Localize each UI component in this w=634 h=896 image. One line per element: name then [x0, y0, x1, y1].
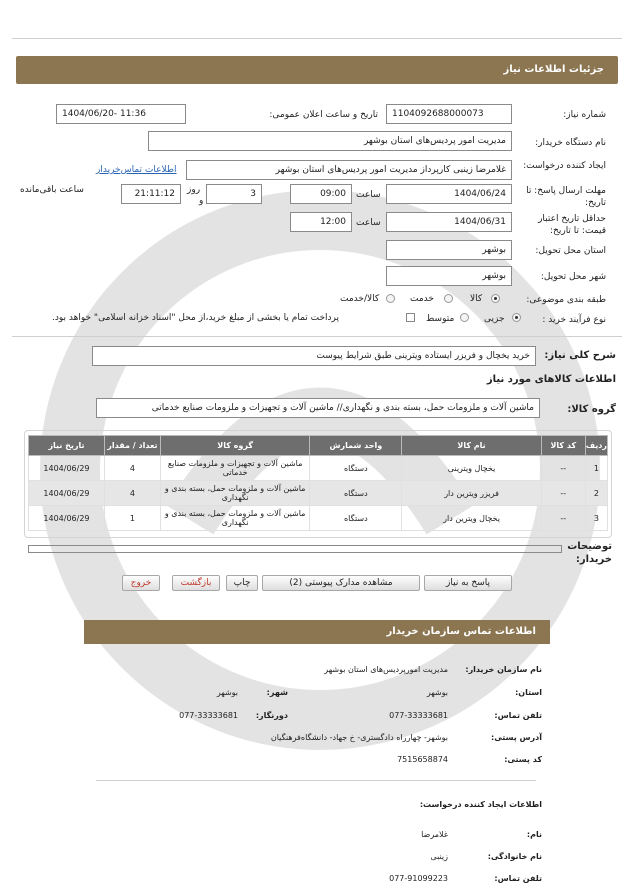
- treasury-checkbox[interactable]: [406, 313, 415, 322]
- process-option-medium: متوسط: [426, 314, 455, 324]
- cell-group: ماشین آلات و تجهیزات و ملزومات صنایع خدماتی: [160, 456, 310, 481]
- col-header-quantity: تعداد / مقدار: [104, 436, 160, 456]
- cell-name: فریزر ویترین دار: [402, 481, 542, 506]
- validity-label: حداقل تاریخ اعتبار قیمت: تا تاریخ:: [538, 214, 606, 236]
- col-header-name: نام کالا: [402, 436, 542, 456]
- process-option-minor: جزیی: [484, 314, 505, 324]
- remaining-label: ساعت باقی‌مانده: [20, 185, 84, 195]
- and-label: و: [199, 196, 204, 206]
- cell-row-number: 1: [585, 456, 607, 481]
- contact-postal-value: 7515658874: [397, 755, 448, 764]
- contact-fax-value: 077-33333681: [179, 711, 238, 720]
- table-row[interactable]: [29, 456, 608, 481]
- details-title: جزئیات اطلاعات نیاز: [503, 64, 604, 75]
- category-radio-goods[interactable]: [491, 294, 500, 303]
- table-header-row: [29, 436, 608, 456]
- buyer-notes-label: توضیحات خریدار:: [567, 541, 612, 565]
- col-header-date: تاریخ نیاز: [29, 436, 105, 456]
- category-option-goods: کالا: [470, 294, 483, 304]
- validity-time-field: 12:00: [290, 212, 352, 232]
- cell-quantity: 4: [104, 456, 160, 481]
- top-divider: [12, 38, 622, 39]
- buyer-contact-link[interactable]: اطلاعات تماس‌خریدار: [96, 165, 177, 175]
- table-row[interactable]: [29, 481, 608, 506]
- contact-phone-label: تلفن تماس:: [494, 711, 542, 720]
- creator-family-label: نام خانوادگی:: [487, 852, 542, 861]
- reply-button[interactable]: پاسخ به نیاز: [424, 575, 512, 591]
- cell-row-number: 3: [585, 506, 607, 531]
- cell-date: 1404/06/29: [29, 506, 105, 531]
- cell-unit: دستگاه: [310, 456, 402, 481]
- details-header: [16, 56, 618, 84]
- category-option-service: خدمت: [410, 294, 434, 304]
- exit-button[interactable]: خروج: [122, 575, 160, 591]
- cell-code: --: [541, 456, 585, 481]
- category-option-both: کالا/خدمت: [340, 294, 380, 304]
- announce-label: تاریخ و ساعت اعلان عمومی:: [269, 110, 378, 120]
- contact-header: [84, 620, 550, 644]
- cell-name: یخچال ویترین دار: [402, 506, 542, 531]
- contact-divider: [96, 780, 536, 781]
- cell-date: 1404/06/29: [29, 456, 105, 481]
- deadline-time-label: ساعت: [356, 190, 381, 200]
- days-field: 3: [206, 184, 262, 204]
- buyer-org-field: مدیریت امور پردیس‌های استان بوشهر: [148, 131, 512, 151]
- goods-info-title: اطلاعات کالاهای مورد نیاز: [486, 374, 616, 385]
- buyer-org-label: نام دستگاه خریدار:: [535, 138, 606, 148]
- need-number-field: 1104092688000073: [386, 104, 512, 124]
- cell-date: 1404/06/29: [29, 481, 105, 506]
- creator-info-title: اطلاعات ایجاد کننده درخواست:: [419, 800, 542, 809]
- deadline-label: مهلت ارسال پاسخ: تا تاریخ:: [526, 186, 606, 208]
- goods-group-label: گروه کالا:: [567, 404, 616, 415]
- table-row[interactable]: [29, 506, 608, 531]
- cell-code: --: [541, 481, 585, 506]
- validity-date-field: 1404/06/31: [386, 212, 512, 232]
- creator-label: ایجاد کننده درخواست:: [523, 161, 606, 171]
- category-label: طبقه بندی موضوعی:: [526, 295, 606, 305]
- contact-title: اطلاعات تماس سازمان خریدار: [386, 626, 536, 637]
- payment-note: پرداخت تمام یا بخشی از مبلغ خرید،از محل "اسناد خزانه اسلامی" خواهد بود.: [52, 313, 340, 323]
- cell-row-number: 2: [585, 481, 607, 506]
- col-header-unit: واحد شمارش: [310, 436, 402, 456]
- cell-name: یخچال ویترینی: [402, 456, 542, 481]
- category-radio-both[interactable]: [386, 294, 395, 303]
- cell-unit: دستگاه: [310, 506, 402, 531]
- cell-group: ماشین آلات و ملزومات حمل، بسته بندی و نگهداری: [160, 481, 310, 506]
- province-field: بوشهر: [386, 240, 512, 260]
- cell-quantity: 4: [104, 481, 160, 506]
- contact-org-label: نام سازمان خریدار:: [465, 665, 542, 674]
- contact-fax-label: دورنگار:: [255, 711, 288, 720]
- items-table: [28, 435, 608, 531]
- validity-time-label: ساعت: [356, 218, 381, 228]
- buyer-notes-field: [28, 545, 562, 553]
- city-field: بوشهر: [386, 266, 512, 286]
- contact-province-label: استان:: [515, 688, 542, 697]
- cell-unit: دستگاه: [310, 481, 402, 506]
- col-header-group: گروه کالا: [160, 436, 310, 456]
- col-header-row-number: ردیف: [585, 436, 607, 456]
- print-button[interactable]: چاپ: [226, 575, 258, 591]
- days-label: روز: [187, 185, 201, 195]
- process-label: نوع فرآیند خرید :: [542, 315, 606, 325]
- contact-phone-value: 077-33333681: [389, 711, 448, 720]
- cell-code: --: [541, 506, 585, 531]
- process-radio-minor[interactable]: [512, 313, 521, 322]
- creator-family-value: زینبی: [430, 852, 448, 861]
- cell-group: ماشین آلات و ملزومات حمل، بسته بندی و نگهداری: [160, 506, 310, 531]
- summary-field: خرید یخچال و فریزر ایستاده ویترینی طبق شرایط پیوست: [92, 346, 536, 366]
- category-radio-service[interactable]: [444, 294, 453, 303]
- announce-field: [56, 104, 186, 124]
- contact-address-label: آدرس پستی:: [491, 733, 542, 742]
- contact-province-value: بوشهر: [426, 688, 448, 697]
- contact-postal-label: کد پستی:: [504, 755, 542, 764]
- attachments-button[interactable]: مشاهده مدارک پیوستی (2): [262, 575, 420, 591]
- need-number-label: شماره نیاز:: [563, 110, 606, 120]
- creator-phone-value: 077-91099223: [389, 874, 448, 883]
- goods-group-field: ماشین آلات و ملزومات حمل، بسته بندی و نگهداری// ماشین آلات و تجهیزات و ملزومات صنایع خدماتی: [96, 398, 540, 418]
- cell-quantity: 1: [104, 506, 160, 531]
- section-divider: [12, 336, 622, 337]
- deadline-time-field: 09:00: [290, 184, 352, 204]
- remaining-time-field: 21:11:12: [121, 184, 181, 204]
- creator-name-label: نام:: [526, 830, 542, 839]
- col-header-code: کد کالا: [541, 436, 585, 456]
- summary-label: شرح کلی نیاز:: [544, 350, 616, 361]
- province-label: استان محل تحویل:: [535, 246, 606, 256]
- contact-address-value: بوشهر- چهارراه دادگستری- خ جهاد- دانشگاه‌فرهنگیان: [270, 733, 448, 742]
- creator-phone-label: تلفن تماس:: [494, 874, 542, 883]
- process-radio-medium[interactable]: [460, 313, 469, 322]
- announce-value: 1404/06/20- 11:36: [62, 109, 146, 119]
- city-label: شهر محل تحویل:: [540, 272, 606, 282]
- deadline-date-field: 1404/06/24: [386, 184, 512, 204]
- creator-name-value: غلامرضا: [421, 830, 448, 839]
- contact-city-value: بوشهر: [216, 688, 238, 697]
- creator-field: غلامرضا زینبی کارپرداز مدیریت امور پردیس‌های استان بوشهر: [186, 160, 512, 180]
- contact-org-value: مدیریت امورپردیس‌های استان بوشهر: [324, 665, 448, 674]
- contact-city-label: شهر:: [266, 688, 288, 697]
- back-button[interactable]: بازگشت: [172, 575, 220, 591]
